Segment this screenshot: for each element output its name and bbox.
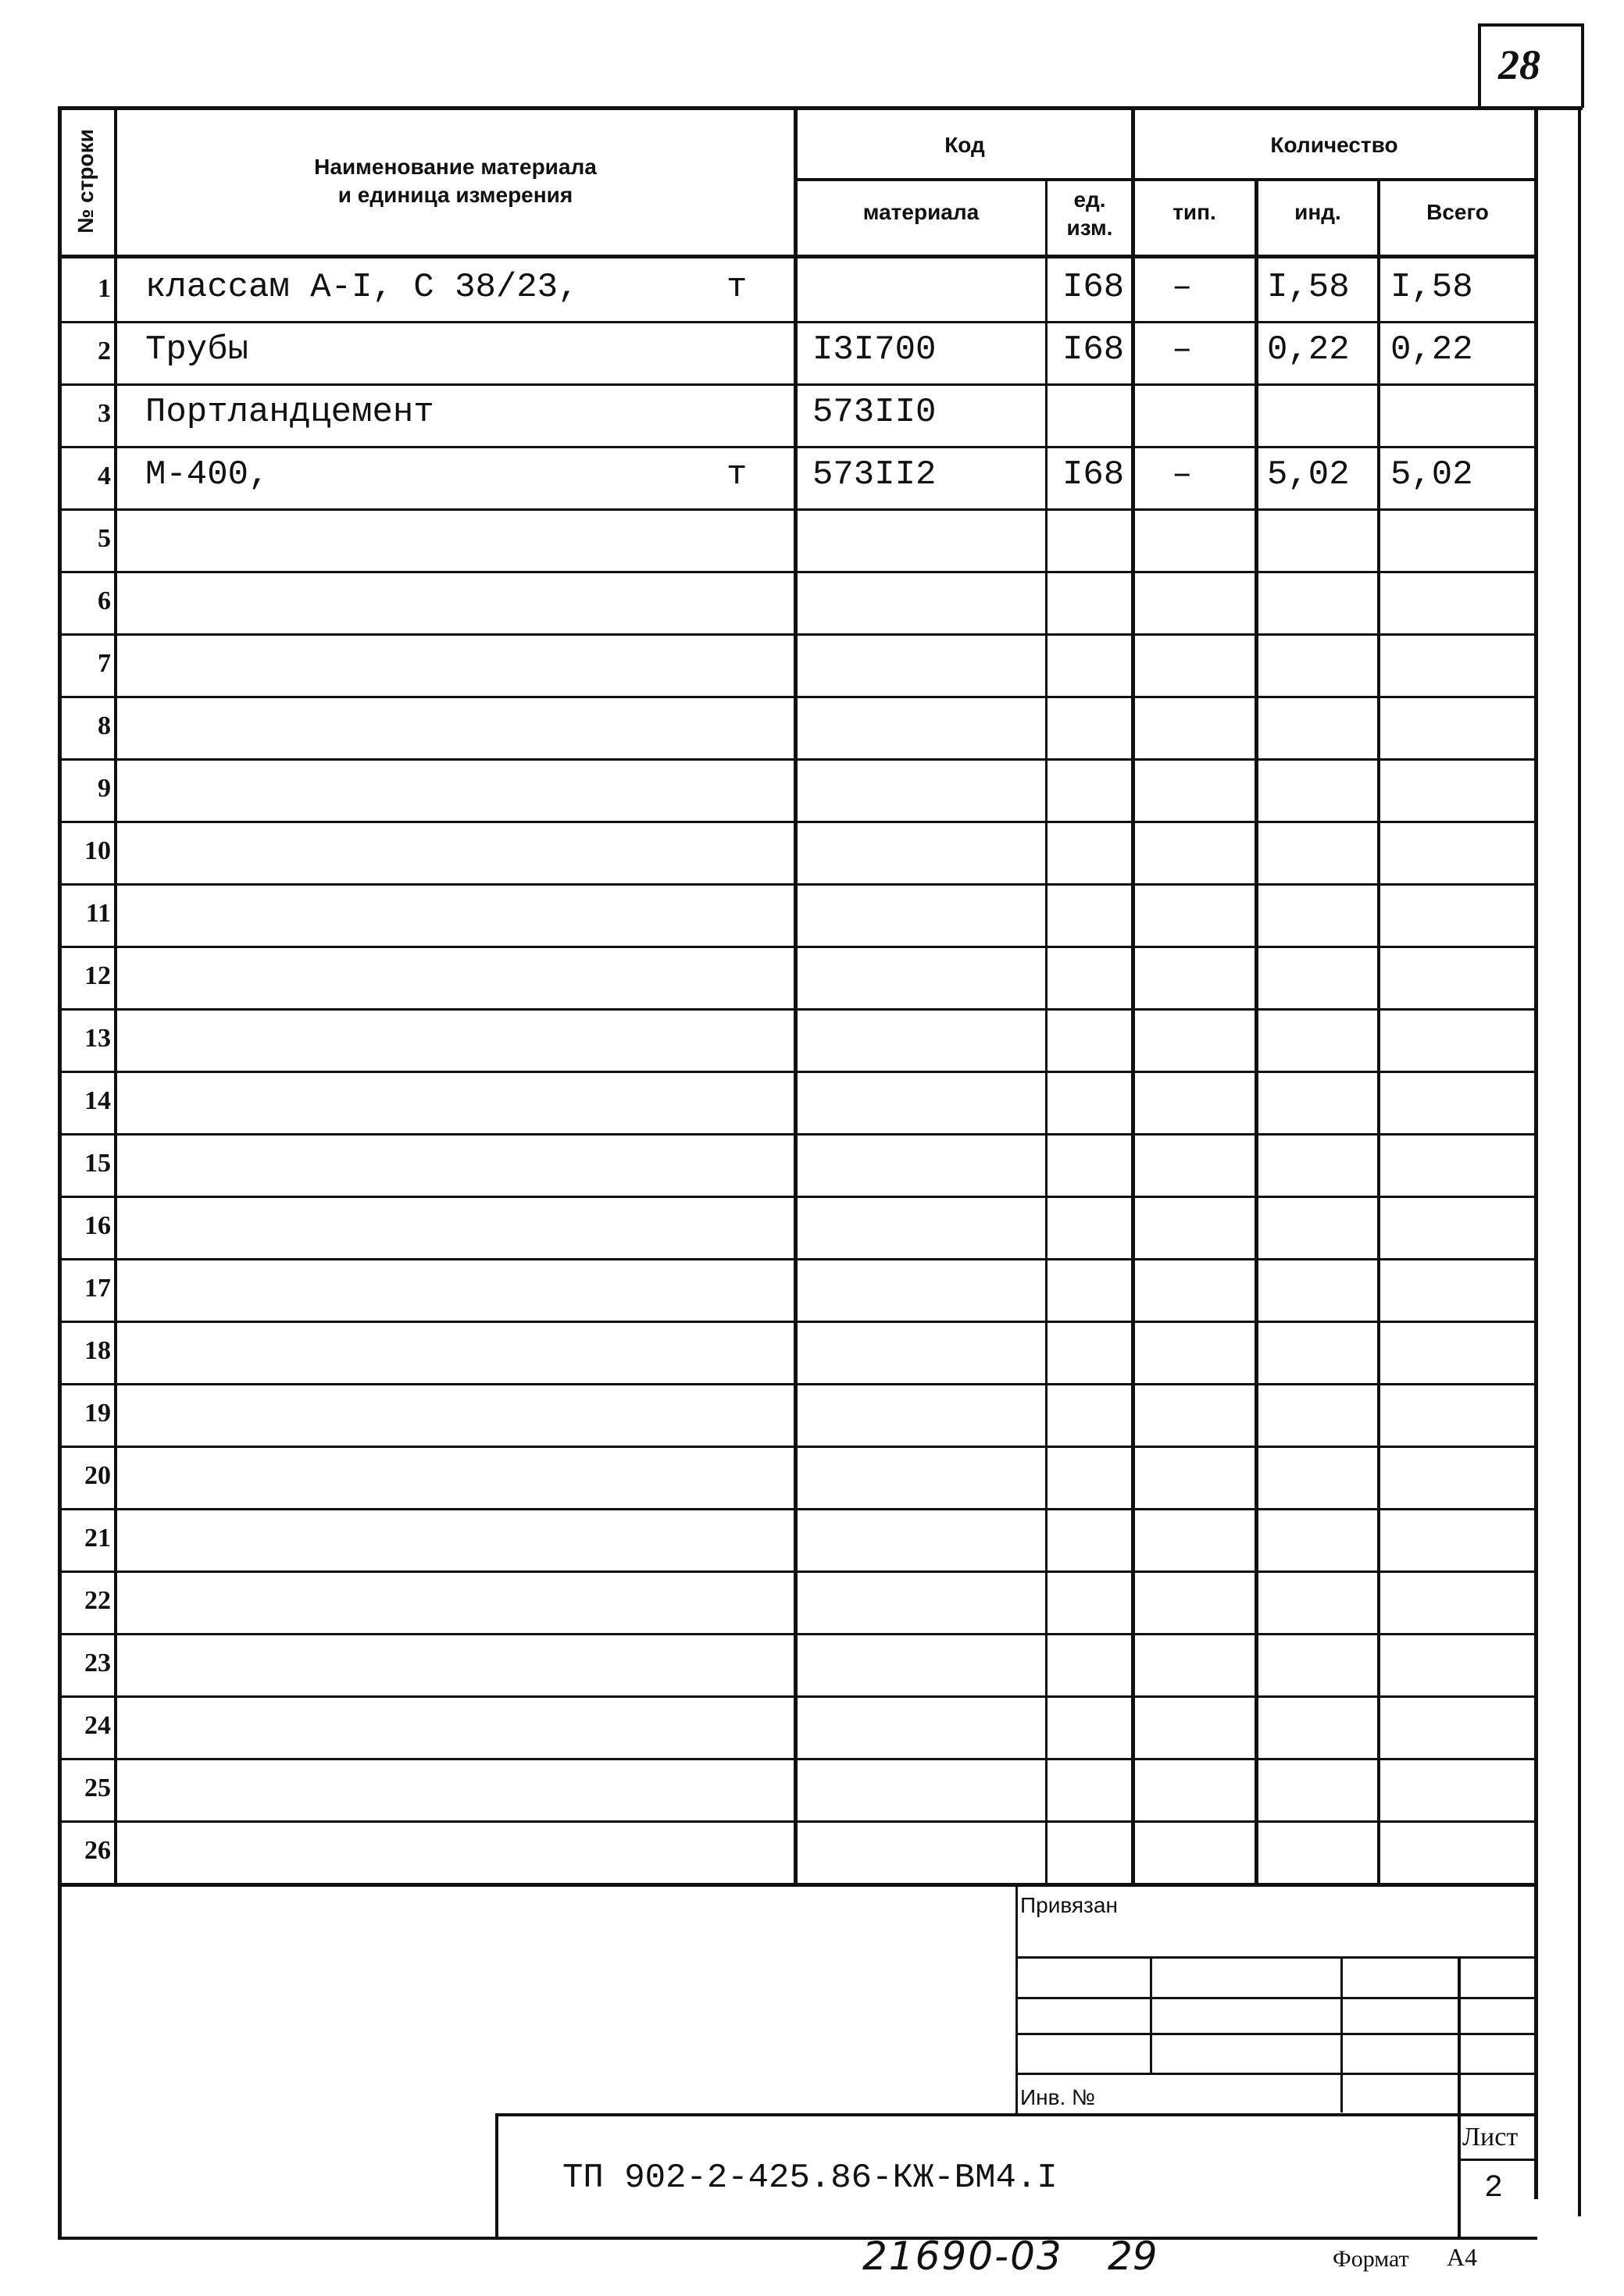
- row-divider: [58, 946, 1537, 948]
- col-line-code: [1045, 178, 1048, 1886]
- row-number: 15: [84, 1149, 111, 1178]
- cell-name: Трубы: [145, 330, 249, 369]
- row-number: 8: [98, 711, 111, 740]
- header-name: Наименование материала и единица измерения: [314, 155, 597, 207]
- table-bottom: [58, 1883, 1537, 1887]
- cell-qty-typ: –: [1172, 455, 1193, 494]
- document-designation: ТП 902-2-425.86-КЖ-ВМ4.I: [562, 2159, 1058, 2198]
- sheet-label: Лист: [1462, 2123, 1519, 2152]
- frame-left: [58, 106, 62, 2239]
- footer-format-value: А4: [1447, 2243, 1478, 2271]
- frame-top: [58, 106, 1583, 110]
- row-divider: [58, 508, 1537, 511]
- stamp-v2: [1340, 1956, 1343, 2112]
- footer-handwritten-number: 21690-03: [862, 2234, 1063, 2279]
- col-line-unit: [1131, 106, 1135, 1886]
- sheet-value: 2: [1484, 2171, 1504, 2206]
- cell-unit-letter: т: [726, 455, 748, 494]
- cell-unit-letter: т: [726, 268, 748, 307]
- row-divider: [58, 383, 1537, 386]
- row-number: 1: [98, 274, 111, 303]
- row-number: 6: [98, 586, 111, 615]
- cell-qty-total: I,58: [1390, 268, 1473, 307]
- stamp-v3: [1458, 1956, 1461, 2237]
- cell-unit-code: I68: [1062, 455, 1125, 494]
- cell-unit-code: I68: [1062, 330, 1125, 369]
- header-row-no-label: № строки: [73, 129, 98, 234]
- row-divider: [58, 1758, 1537, 1760]
- row-number: 18: [84, 1336, 111, 1365]
- row-number: 16: [84, 1211, 111, 1240]
- row-divider: [58, 1508, 1537, 1510]
- cell-qty-typ: –: [1172, 268, 1193, 307]
- header-qty-total: Всего: [1426, 200, 1489, 224]
- row-number: 9: [98, 774, 111, 803]
- header-code-group: Код: [944, 133, 985, 157]
- footer-format-label: Формат: [1333, 2246, 1409, 2272]
- stamp-vert-left: [1015, 1886, 1018, 2116]
- row-number: 21: [84, 1524, 111, 1553]
- stamp-v1: [1150, 1956, 1152, 2075]
- title-block-top: [495, 2113, 1536, 2116]
- cell-unit-code: I68: [1062, 268, 1125, 307]
- header-row-no: [59, 114, 112, 251]
- cell-code-material: I3I700: [812, 330, 937, 369]
- row-number: 11: [85, 899, 111, 928]
- row-number: 20: [84, 1461, 111, 1490]
- header-qty-group: Количество: [1270, 133, 1398, 157]
- row-number: 22: [84, 1586, 111, 1615]
- row-number: 25: [84, 1774, 111, 1802]
- header-qty-ind: инд.: [1294, 200, 1341, 224]
- row-divider: [58, 1820, 1537, 1823]
- sheet-number: 28: [1498, 41, 1540, 88]
- cell-name: классам A-I, C 38/23,: [145, 268, 579, 307]
- row-number: 23: [84, 1649, 111, 1677]
- row-divider: [58, 1446, 1537, 1448]
- row-divider: [58, 1633, 1537, 1635]
- frame-right-outer: [1578, 106, 1581, 2216]
- row-divider: [58, 1133, 1537, 1136]
- cell-qty-total: 0,22: [1390, 330, 1473, 369]
- cell-qty-ind: 0,22: [1267, 330, 1350, 369]
- row-divider: [58, 1321, 1537, 1323]
- materials-table: [58, 108, 1537, 1886]
- stamp-privyazan: Привязан: [1020, 1893, 1118, 1917]
- cell-code-material: 573II0: [812, 393, 937, 432]
- row-divider: [58, 1570, 1537, 1573]
- footer-handwritten-page: 29: [1108, 2234, 1158, 2279]
- cell-name: M-400,: [145, 455, 269, 494]
- stamp-inv-no: Инв. №: [1020, 2085, 1096, 2109]
- row-number: 24: [84, 1711, 111, 1740]
- cell-qty-ind: I,58: [1267, 268, 1350, 307]
- row-divider: [58, 1258, 1537, 1260]
- header-code-material: материала: [862, 200, 980, 224]
- row-divider: [58, 696, 1537, 698]
- row-divider: [58, 1071, 1537, 1073]
- title-block-left: [495, 2113, 498, 2238]
- col-line-rownum: [114, 106, 117, 1886]
- cell-qty-typ: –: [1172, 330, 1193, 369]
- row-number: 10: [84, 836, 111, 865]
- row-divider: [58, 321, 1537, 323]
- cell-qty-total: 5,02: [1390, 455, 1473, 494]
- cell-qty-ind: 5,02: [1267, 455, 1350, 494]
- col-line-name: [794, 106, 798, 1886]
- row-divider: [58, 821, 1537, 823]
- row-number: 7: [98, 649, 111, 678]
- row-number: 4: [98, 462, 111, 490]
- header-qty-typ: тип.: [1172, 200, 1216, 224]
- sheet-number-box: [1478, 23, 1584, 108]
- header-code-unit: ед. изм.: [1066, 187, 1113, 240]
- row-number: 5: [98, 524, 111, 553]
- row-divider: [58, 1196, 1537, 1198]
- row-divider: [58, 571, 1537, 573]
- col-line-ind: [1377, 178, 1380, 1886]
- row-divider: [58, 633, 1537, 636]
- row-number: 17: [84, 1274, 111, 1303]
- header-bottom: [58, 255, 1537, 258]
- col-line-typ: [1255, 178, 1258, 1886]
- sheet-cell-divider: [1458, 2159, 1536, 2161]
- cell-code-material: 573II2: [812, 455, 937, 494]
- frame-bottom: [58, 2237, 1537, 2240]
- row-number: 26: [84, 1836, 111, 1865]
- row-number: 12: [84, 961, 111, 990]
- row-divider: [58, 446, 1537, 448]
- header-subline: [794, 178, 1536, 181]
- row-divider: [58, 758, 1537, 761]
- row-number: 3: [98, 399, 111, 428]
- row-divider: [58, 1383, 1537, 1385]
- row-number: 2: [98, 337, 111, 365]
- row-number: 14: [84, 1086, 111, 1115]
- cell-name: Портландцемент: [145, 393, 434, 432]
- row-divider: [58, 1695, 1537, 1698]
- row-number: 13: [84, 1024, 111, 1053]
- row-divider: [58, 883, 1537, 886]
- row-number: 19: [84, 1399, 111, 1428]
- row-divider: [58, 1008, 1537, 1011]
